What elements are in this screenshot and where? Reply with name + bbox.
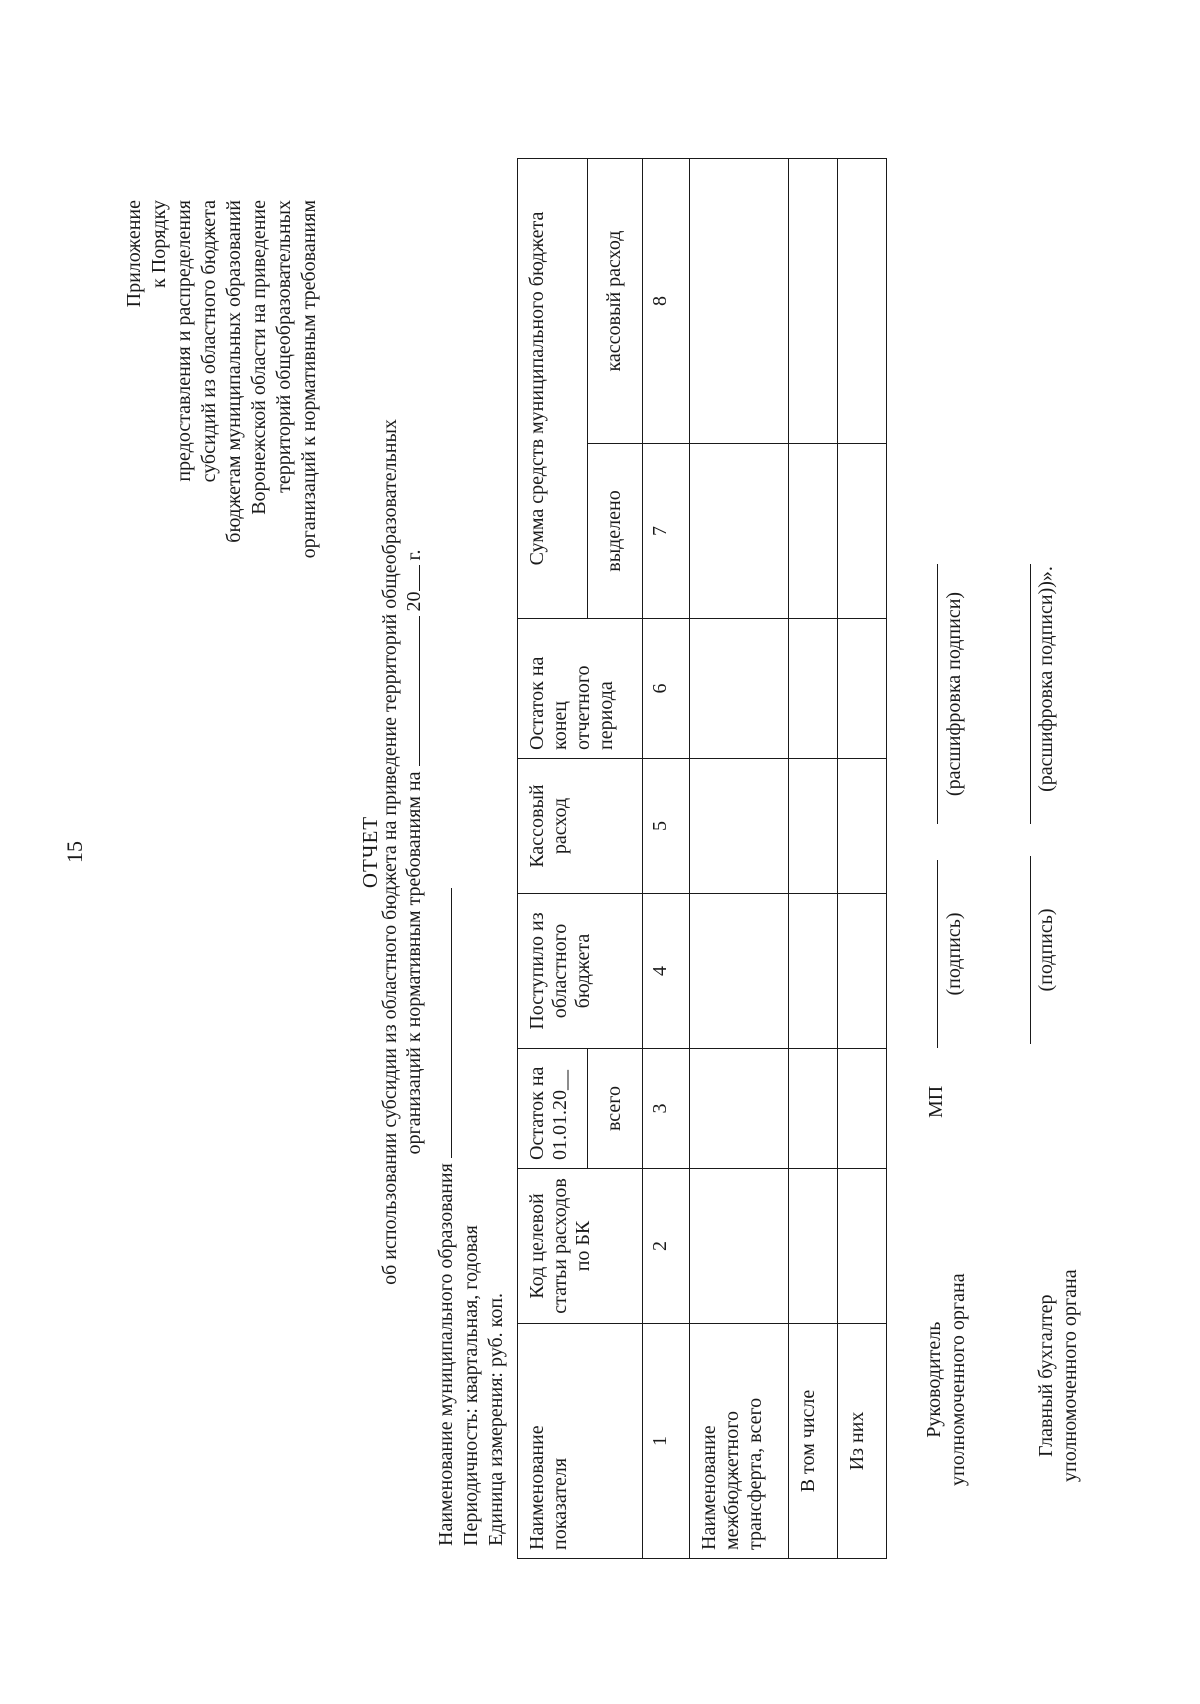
head-signature-line <box>937 860 938 1048</box>
header-col4: Поступило из областного бюджета <box>518 894 643 1049</box>
table-row <box>689 158 789 1558</box>
header-col2: Код целевой статьи расходов по БК <box>518 1169 643 1324</box>
report-meta <box>434 888 509 1546</box>
appendix-line: предоставления и распределения <box>173 200 195 482</box>
cell <box>838 894 887 1049</box>
appendix-line: Воронежской области на приведение <box>248 200 270 515</box>
header-col6: Остаток на конец отчетного периода <box>518 619 643 759</box>
cell <box>789 1049 838 1169</box>
periodicity: Периодичность: квартальная, годовая <box>460 1225 482 1546</box>
column-number: 2 <box>643 1169 690 1324</box>
cell <box>789 158 838 443</box>
header-col78: Сумма средств муниципального бюджета <box>518 158 588 618</box>
column-number: 3 <box>643 1049 690 1169</box>
header-col5: Кассовый расход <box>518 759 643 894</box>
cell <box>689 1049 789 1169</box>
cell <box>689 759 789 894</box>
appendix-line: субсидий из областного бюджета <box>198 200 220 483</box>
appendix-line: Приложение <box>123 200 145 308</box>
head-signature-caption: (подпись) <box>943 912 965 996</box>
cell <box>838 759 887 894</box>
column-number: 6 <box>643 619 690 759</box>
head-decode-line <box>937 564 938 824</box>
header-col7-sub: выделено <box>587 444 642 619</box>
header-col1: Наименование показателя <box>518 1324 643 1559</box>
cell <box>789 444 838 619</box>
report-subtitle <box>378 0 426 1704</box>
stamp-mark: МП <box>925 1085 947 1118</box>
cell <box>838 444 887 619</box>
header-col3-sub: всего <box>587 1049 642 1169</box>
subtitle-line-1: об использовании субсидии из областного бюджета на приведение территорий общеобразовательных <box>379 419 401 1285</box>
appendix-line: к Порядку <box>148 200 170 288</box>
year-blank <box>402 565 420 591</box>
column-number: 8 <box>643 158 690 443</box>
report-title: ОТЧЕТ <box>358 815 382 889</box>
unit: Единица измерения: руб. коп. <box>485 1292 507 1546</box>
cell <box>689 894 789 1049</box>
header-col3-top: Остаток на 01.01.20__ <box>518 1049 588 1169</box>
head-decode-caption: (расшифровка подписи) <box>943 591 965 797</box>
cell <box>689 444 789 619</box>
cell <box>789 759 838 894</box>
municipality-line: Наименование муниципального образования <box>434 888 459 1546</box>
accountant-signatory: Главный бухгалтер уполномоченного органа <box>1035 1269 1081 1482</box>
column-number: 5 <box>643 759 690 894</box>
head-signatory: Руководитель уполномоченного органа <box>923 1273 969 1486</box>
table-row <box>789 158 838 1558</box>
report-table <box>517 158 887 1559</box>
appendix-line: территорий общеобразовательных <box>273 200 295 493</box>
accountant-decode-line <box>1030 564 1031 824</box>
appendix-block <box>122 200 322 558</box>
row-label: В том числе <box>789 1324 838 1559</box>
cell <box>689 619 789 759</box>
accountant-signature-caption: (подпись) <box>1035 908 1057 992</box>
cell <box>838 1049 887 1169</box>
cell <box>689 158 789 443</box>
column-number: 4 <box>643 894 690 1049</box>
page-number: 15 <box>62 841 87 863</box>
row-label: Из них <box>838 1324 887 1559</box>
subtitle-line-2: организаций к нормативным требованиям на 20 г. <box>403 549 425 1155</box>
cell <box>689 1169 789 1324</box>
table-row <box>838 158 887 1558</box>
cell <box>838 158 887 443</box>
row-label: Наименование межбюджетного трансферта, всего <box>689 1324 789 1559</box>
appendix-line: организаций к нормативным требованиям <box>298 200 320 559</box>
cell <box>789 894 838 1049</box>
header-col8-sub: кассовый расход <box>587 158 642 443</box>
date-blank <box>402 616 420 766</box>
column-number: 7 <box>643 444 690 619</box>
cell <box>838 619 887 759</box>
municipality-blank <box>434 888 452 1158</box>
cell <box>789 1169 838 1324</box>
column-number: 1 <box>643 1324 690 1559</box>
accountant-decode-caption: (расшифровка подписи))». <box>1035 566 1057 792</box>
cell <box>838 1169 887 1324</box>
appendix-line: бюджетам муниципальных образований <box>223 200 245 543</box>
accountant-signature-line <box>1030 856 1031 1044</box>
cell <box>789 619 838 759</box>
